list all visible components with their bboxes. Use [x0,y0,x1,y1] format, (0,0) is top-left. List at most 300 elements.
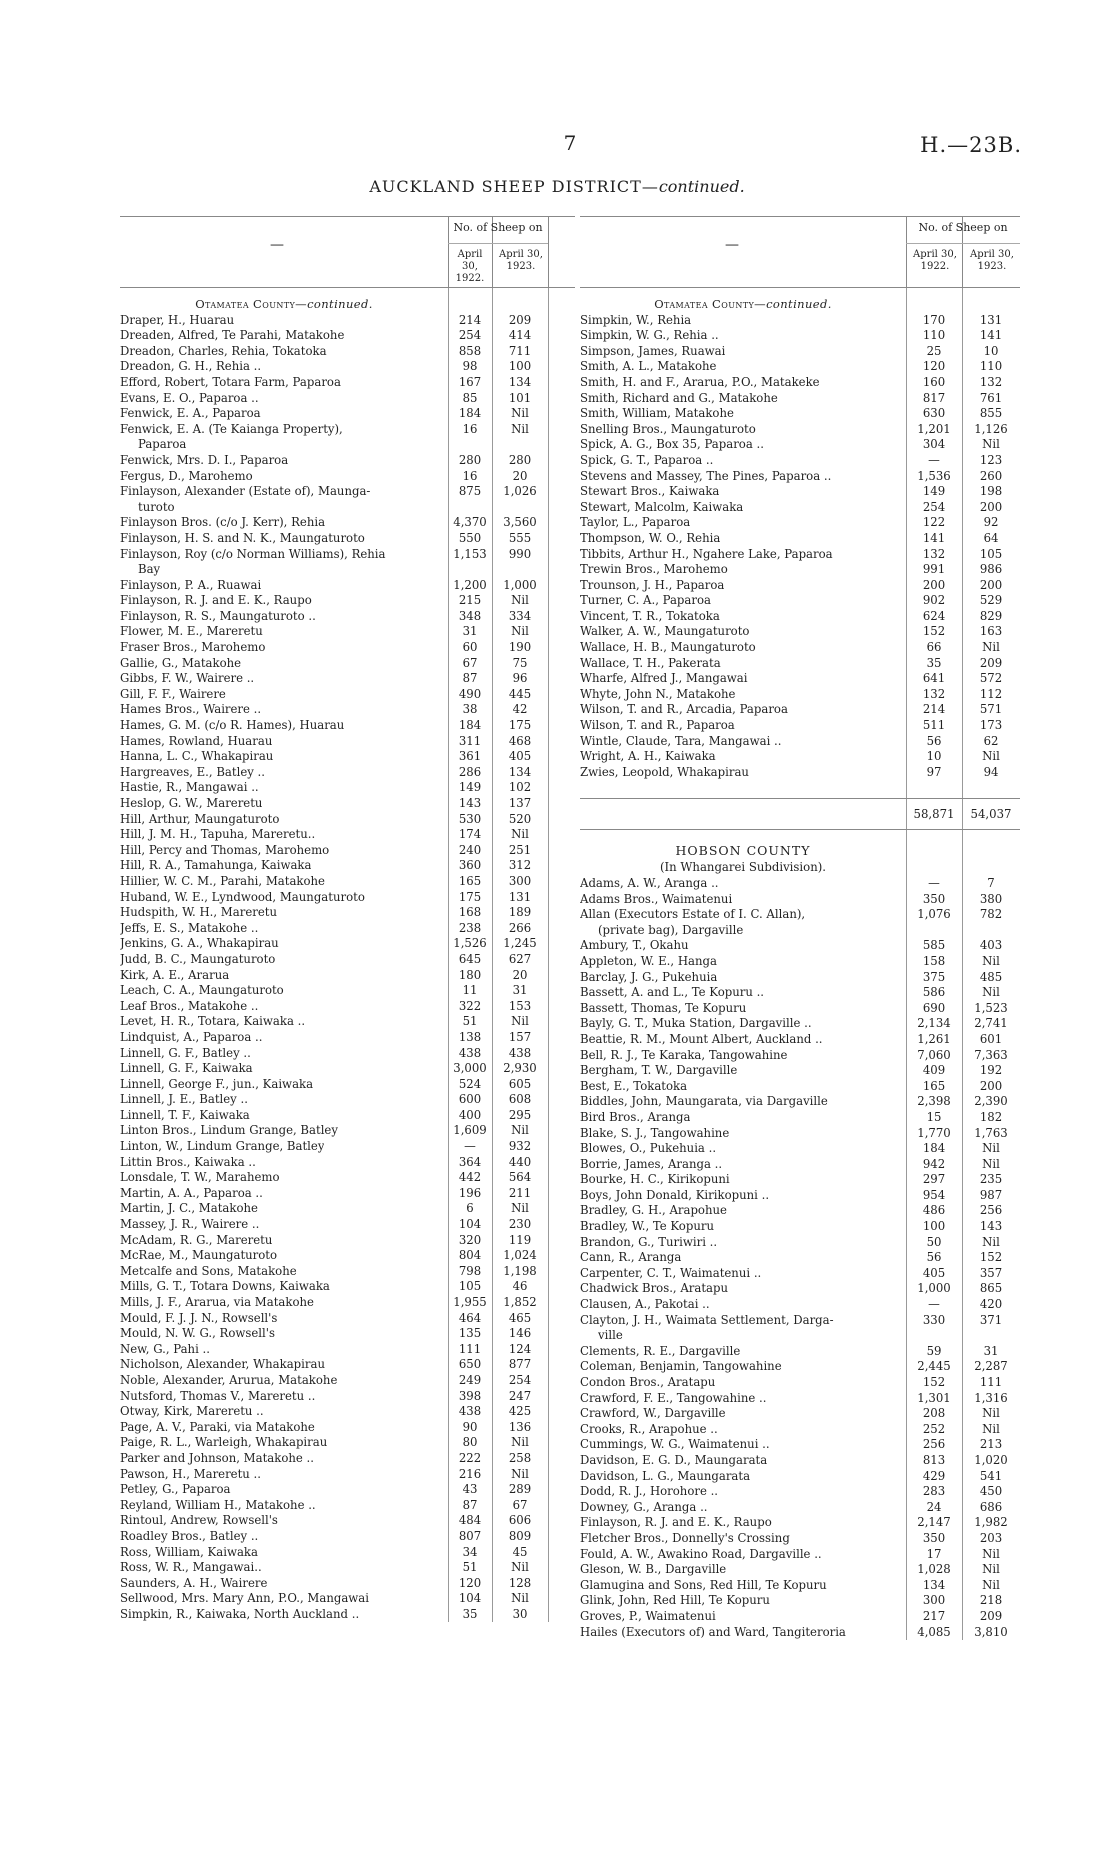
holder-name: Petley, G., Paparoa [120,1482,231,1497]
sheep-count-1922: 630 [922,406,946,421]
sheep-count-1923: 192 [979,1063,1003,1078]
sheep-count-1923: 211 [508,1185,532,1200]
section-heading [580,297,906,313]
sheep-count-1922: 486 [922,1203,946,1218]
holder-name: Spick, A. G., Box 35, Paparoa .. [580,437,764,452]
sheep-count-1922: 511 [922,718,946,733]
holder-name: Evans, E. O., Paparoa .. [120,390,259,405]
holder-name: Linnell, J. E., Batley .. [120,1092,248,1107]
sheep-count-1922: 641 [922,671,946,686]
sheep-count-1923: 31 [983,1343,999,1358]
table-row [120,1046,575,1062]
table-row [120,547,575,563]
sheep-count-1923: 932 [508,1139,532,1154]
sheep-count-1922: 34 [462,1544,478,1559]
table-row [120,734,575,750]
sheep-count-1922: 300 [922,1593,946,1608]
table-row [120,812,575,828]
table-row [120,843,575,859]
holder-name: Bassett, Thomas, Te Kopuru [580,1000,747,1015]
holder-name: Brandon, G., Turiwiri .. [580,1234,718,1249]
holder-name: Bassett, A. and L., Te Kopuru .. [580,985,765,1000]
holder-name: Simpson, James, Ruawai [580,343,726,358]
holder-name: Dreadon, Charles, Rehia, Tokatoka [120,343,327,358]
holder-name: Bourke, H. C., Kirikopuni [580,1172,730,1187]
sheep-count-1923: 465 [508,1310,532,1325]
sheep-count-1922: 104 [458,1591,482,1606]
holder-name: Trounson, J. H., Paparoa [580,577,725,592]
sheep-count-1922: 98 [462,359,478,374]
sheep-count-1923: 251 [508,842,532,857]
sheep-count-1923: 254 [508,1372,532,1387]
sheep-count-1922: 254 [458,328,482,343]
sheep-count-1922: 256 [922,1437,946,1452]
table-row-continuation [580,1328,1020,1344]
sheep-count-1923: 686 [979,1499,1003,1514]
holder-name: Pawson, H., Mareretu .. [120,1466,261,1481]
otamatea-total-row [580,798,1020,830]
holder-name: Efford, Robert, Totara Farm, Paparoa [120,374,341,389]
holder-name: ville [598,1328,623,1343]
holder-name: Biddles, John, Maungarata, via Dargaville [580,1094,828,1109]
sheep-count-1922: 35 [462,1606,478,1621]
table-row [120,1373,575,1389]
sheep-count-1923: 10 [983,343,999,358]
sheep-count-1922: 645 [458,951,482,966]
table-row [580,1079,1020,1095]
sheep-count-1922: 490 [458,686,482,701]
holder-name: Rintoul, Andrew, Rowsell's [120,1513,278,1528]
table-row [120,968,575,984]
sheep-count-1923: Nil [982,1406,1000,1421]
sheep-count-1922: 43 [462,1482,478,1497]
sheep-count-1922: 322 [458,998,482,1013]
left-table-body [120,288,575,1622]
holder-name: Clements, R. E., Dargaville [580,1343,741,1358]
sheep-count-1922: 160 [922,374,946,389]
section-heading-text: Otamatea County— [654,297,767,311]
holder-name: Finlayson, H. S. and N. K., Maungaturoto [120,530,365,545]
sheep-count-1922: 168 [458,905,482,920]
sheep-count-1923: 30 [512,1606,528,1621]
sheep-count-1923: 209 [979,655,1003,670]
holder-name: Fergus, D., Marohemo [120,468,253,483]
table-row [120,453,575,469]
table-row [120,1311,575,1327]
table-row [120,313,575,329]
sheep-count-1922: 954 [922,1187,946,1202]
sheep-count-1922: 798 [458,1263,482,1278]
sheep-count-1923: Nil [982,1234,1000,1249]
sheep-count-1923: 606 [508,1513,532,1528]
total-1922: 58,871 [913,807,955,822]
holder-name: Heslop, G. W., Mareretu [120,796,263,810]
table-row [120,1155,575,1171]
table-row [120,718,575,734]
sheep-count-1922: 240 [458,842,482,857]
sheep-count-1922: 17 [926,1546,942,1561]
sheep-count-1923: 855 [979,406,1003,421]
holder-name: Stewart Bros., Kaiwaka [580,484,720,499]
holder-name: Linton Bros., Lindum Grange, Batley [120,1123,338,1138]
sheep-count-1922: 400 [458,1107,482,1122]
table-row [120,858,575,874]
table-row [580,1110,1020,1126]
sheep-count-1922: 2,147 [917,1515,951,1530]
holder-name: Mills, J. F., Ararua, via Matakohe [120,1295,314,1309]
holder-name: Hailes (Executors of) and Ward, Tangiteroria [580,1624,846,1639]
sheep-count-1923: 189 [508,905,532,920]
holder-name: Cummings, W. G., Waimatenui .. [580,1437,770,1452]
holder-name: Leach, C. A., Maungaturoto [120,983,284,998]
sheep-count-1923: 190 [508,640,532,655]
sheep-count-1923: 627 [508,951,532,966]
sheep-count-1923: 92 [983,515,999,530]
sheep-count-1922: 361 [458,749,482,764]
table-row [580,1391,1020,1407]
table-row [120,1404,575,1420]
holder-name: Judd, B. C., Maungaturoto [120,951,276,966]
sheep-count-1923: Nil [511,406,529,421]
holder-name: Wallace, H. B., Maungaturoto [580,640,756,655]
sheep-count-1923: 7,363 [974,1047,1008,1062]
holder-name: Bird Bros., Aranga [580,1109,691,1124]
sheep-count-1922: 1,000 [917,1281,951,1296]
sheep-count-1923: 414 [508,328,532,343]
sheep-count-1923: 209 [979,1608,1003,1623]
sheep-count-1923: Nil [982,1577,1000,1592]
sheep-count-1922: 254 [922,499,946,514]
sheep-count-1922: 208 [922,1406,946,1421]
sheep-count-1923: 213 [979,1437,1003,1452]
sheep-count-1922: 16 [462,468,478,483]
holder-name: Best, E., Tokatoka [580,1078,688,1093]
sheep-count-1923: 100 [508,359,532,374]
table-row [580,718,1020,734]
sheep-count-1923: 1,000 [503,577,537,592]
holder-name: Barclay, J. G., Pukehuia [580,969,718,984]
holder-name: Linnell, George F., jun., Kaiwaka [120,1076,314,1091]
sheep-count-1922: 66 [926,640,942,655]
sheep-count-1922: 141 [922,530,946,545]
sheep-count-1923: 20 [512,967,528,982]
table-row [580,1359,1020,1375]
sheep-count-1922: 152 [922,1375,946,1389]
holder-name: Mills, G. T., Totara Downs, Kaiwaka [120,1279,330,1294]
holder-name: Hames Bros., Wairere .. [120,702,262,717]
table-row [120,515,575,531]
holder-name: Dreaden, Alfred, Te Parahi, Matakohe [120,328,345,343]
sheep-count-1923: Nil [982,953,1000,968]
table-row [580,1625,1020,1641]
table-row [120,1357,575,1373]
sheep-count-1923: Nil [511,1435,529,1450]
table-row [120,1451,575,1467]
table-row-continuation [120,562,575,578]
holder-name: Nicholson, Alexander, Whakapirau [120,1357,325,1372]
sheep-count-1922: 600 [458,1092,482,1107]
table-row [120,484,575,500]
section-heading-continued: continued. [766,297,832,311]
holder-name: Linnell, G. F., Batley .. [120,1045,251,1060]
table-row [580,1266,1020,1282]
sheep-count-1922: — [928,452,940,467]
table-row [120,1295,575,1311]
table-row [120,469,575,485]
holder-name: Downey, G., Aranga .. [580,1499,708,1514]
sheep-count-1922: 15 [926,1109,942,1124]
table-row [580,1406,1020,1422]
table-row [580,344,1020,360]
holder-name: Beattie, R. M., Mount Albert, Auckland .. [580,1031,823,1046]
sheep-count-1923: 94 [983,764,999,779]
table-row [120,593,575,609]
right-table-body [580,288,1020,1640]
sheep-count-1922: 214 [922,702,946,717]
holder-name: Otway, Kirk, Mareretu .. [120,1404,264,1419]
holder-name: Nutsford, Thomas V., Mareretu .. [120,1388,316,1403]
holder-name: Blake, S. J., Tangowahine [580,1125,730,1140]
sheep-count-1922: 143 [458,796,482,810]
table-row [120,1139,575,1155]
sheep-count-1922: 134 [922,1577,946,1592]
holder-name: Fletcher Bros., Donnelly's Crossing [580,1530,790,1545]
sheep-count-1922: 350 [922,1530,946,1545]
sheep-count-1923: 67 [512,1497,528,1512]
holder-name: Coleman, Benjamin, Tangowahine [580,1359,782,1374]
table-row [120,921,575,937]
table-row [580,765,1020,781]
sheep-count-1922: 24 [926,1499,942,1514]
holder-name: Ross, William, Kaiwaka [120,1544,258,1559]
sheep-count-1922: 991 [922,562,946,577]
sheep-count-1923: 571 [979,702,1003,717]
sheep-count-1922: 56 [926,1250,942,1265]
table-row [120,1264,575,1280]
table-row [120,936,575,952]
sheep-count-1922: 283 [922,1484,946,1499]
sheep-count-1922: 85 [462,390,478,405]
table-row [120,952,575,968]
sheep-count-1923: 2,390 [974,1094,1008,1109]
table-row [580,970,1020,986]
holder-name: Wharfe, Alfred J., Mangawai [580,671,748,686]
sheep-count-1923: 520 [508,811,532,826]
sheep-count-1923: 1,020 [974,1452,1008,1467]
holder-name: Smith, William, Matakohe [580,406,734,421]
table-row [580,453,1020,469]
holder-name: Kirk, A. E., Ararua [120,967,230,982]
table-row [580,500,1020,516]
table-row [580,1562,1020,1578]
holder-name: Zwies, Leopold, Whakapirau [580,764,749,779]
holder-name: Thompson, W. O., Rehia [580,530,721,545]
sheep-count-1923: 450 [979,1484,1003,1499]
holder-name: Draper, H., Huarau [120,312,235,327]
sheep-count-1923: 420 [979,1297,1003,1312]
sheep-count-1923: 2,930 [503,1061,537,1076]
holder-name: Mould, N. W. G., Rowsell's [120,1326,275,1341]
table-row [120,1326,575,1342]
sheep-count-1922: 104 [458,1217,482,1232]
sheep-count-1923: 45 [512,1544,528,1559]
sheep-count-1923: 405 [508,749,532,764]
sheep-count-1923: 112 [979,686,1003,701]
sheep-count-1923: 425 [508,1404,532,1419]
sheep-count-1922: 624 [922,608,946,623]
table-row [120,687,575,703]
sheep-count-1923: Nil [982,640,1000,655]
sheep-count-1922: 1,301 [917,1390,951,1405]
holder-name: Groves, P., Waimatenui [580,1608,716,1623]
sheep-count-1923: Nil [982,749,1000,764]
sheep-count-1922: 1,536 [917,468,951,483]
sheep-count-1922: 152 [922,624,946,639]
holder-name: Wallace, T. H., Pakerata [580,655,721,670]
sheep-count-1922: 817 [922,390,946,405]
holder-name: (private bag), Dargaville [598,922,744,937]
holder-name: Gill, F. F., Wairere [120,686,226,701]
table-row [580,734,1020,750]
table-row [580,1422,1020,1438]
sheep-count-1922: 4,370 [453,515,487,530]
holder-name: Linton, W., Lindum Grange, Batley [120,1139,325,1154]
table-row [580,1281,1020,1297]
sheep-count-1922: 320 [458,1232,482,1247]
right-column [580,216,1020,1640]
table-row [120,1498,575,1514]
sheep-count-1922: 217 [922,1608,946,1623]
sheep-count-1923: 134 [508,374,532,389]
sheep-count-1922: 184 [458,718,482,733]
sheep-count-1922: 60 [462,640,478,655]
sheep-count-1922: 180 [458,967,482,982]
table-row [580,1453,1020,1469]
sheep-count-1922: 530 [458,811,482,826]
header-group-label: No. of Sheep on [453,221,543,234]
sheep-count-1922: 11 [462,983,478,998]
sheep-count-1923: 2,287 [974,1359,1008,1374]
sheep-count-1922: 438 [458,1045,482,1060]
sheep-count-1923: 371 [979,1312,1003,1327]
table-row [120,1467,575,1483]
table-row [120,578,575,594]
sheep-count-1923: 485 [979,969,1003,984]
sheep-count-1923: 300 [508,873,532,888]
sheep-count-1923: 198 [979,484,1003,499]
table-row [120,1420,575,1436]
table-row [580,1063,1020,1079]
header-col-1922: April 30, 1922. [455,249,485,284]
holder-name: Davidson, L. G., Maungarata [580,1468,751,1483]
sheep-count-1922: 132 [922,686,946,701]
sheep-count-1923: 266 [508,920,532,935]
holder-name: Bay [138,562,161,577]
table-row [120,1279,575,1295]
holder-name: Crawford, F. E., Tangowahine .. [580,1390,767,1405]
holder-name: Leaf Bros., Matakohe .. [120,998,259,1013]
table-row [120,344,575,360]
sheep-count-1923: 605 [508,1076,532,1091]
sheep-count-1922: 364 [458,1154,482,1169]
holder-name: Finlayson, R. S., Maungaturoto .. [120,608,316,623]
table-row [580,359,1020,375]
sheep-count-1923: 143 [979,1219,1003,1234]
holder-name: Adams, A. W., Aranga .. [580,876,719,890]
sheep-count-1922: 158 [922,953,946,968]
sheep-count-1922: 87 [462,1497,478,1512]
sheep-count-1922: 550 [458,530,482,545]
holder-name: Metcalfe and Sons, Matakohe [120,1263,297,1278]
table-row [580,1297,1020,1313]
holder-name: Hill, J. M. H., Tapuha, Mareretu.. [120,827,316,842]
sheep-count-1922: 304 [922,437,946,452]
table-row [120,905,575,921]
sheep-count-1922: 1,153 [453,546,487,561]
table-row [580,702,1020,718]
table-row [580,624,1020,640]
table-row [580,1547,1020,1563]
sheep-count-1923: 1,024 [503,1248,537,1263]
sheep-count-1922: 175 [458,889,482,904]
sheep-count-1923: 101 [508,390,532,405]
sheep-count-1922: 586 [922,985,946,1000]
table-row [580,1141,1020,1157]
sheep-count-1923: 445 [508,686,532,701]
holder-name: Martin, A. A., Paparoa .. [120,1185,263,1200]
sheep-count-1923: 1,982 [974,1515,1008,1530]
table-row [580,1500,1020,1516]
holder-name: New, G., Pahi .. [120,1341,210,1356]
table-row [120,656,575,672]
sheep-count-1922: 1,770 [917,1125,951,1140]
holder-name: Smith, Richard and G., Matakohe [580,390,778,405]
sheep-count-1922: 585 [922,938,946,953]
holder-name: Gallie, G., Matakohe [120,655,242,670]
holder-name: Hudspith, W. H., Mareretu [120,905,277,920]
table-row [580,1593,1020,1609]
sheep-count-1922: 252 [922,1421,946,1436]
table-row [120,1435,575,1451]
sheep-count-1922: 249 [458,1372,482,1387]
sheep-count-1922: 902 [922,593,946,608]
holder-name: Jenkins, G. A., Whakapirau [120,936,279,951]
sheep-count-1922: 31 [462,624,478,639]
sheep-count-1922: 105 [458,1279,482,1294]
table-row [120,406,575,422]
table-row [120,609,575,625]
table-row [580,938,1020,954]
holder-name: Mould, F. J. J. N., Rowsell's [120,1310,278,1325]
table-row [120,1560,575,1576]
holder-name: Fenwick, Mrs. D. I., Paparoa [120,452,289,467]
holder-name: Page, A. V., Paraki, via Matakohe [120,1419,315,1434]
sheep-count-1922: 348 [458,608,482,623]
holder-name: Fould, A. W., Awakino Road, Dargaville .. [580,1546,822,1561]
sheep-count-1923: 128 [508,1575,532,1590]
sheep-count-1923: 260 [979,468,1003,483]
table-row [120,391,575,407]
sheep-count-1922: 942 [922,1156,946,1171]
table-row [120,780,575,796]
holder-name: Lindquist, A., Paparoa .. [120,1029,263,1044]
holder-name: Trewin Bros., Marohemo [580,562,728,577]
table-row [120,1233,575,1249]
page-title-continued: continued. [658,177,745,196]
table-row [580,687,1020,703]
sheep-count-1922: 1,955 [453,1295,487,1309]
sheep-count-1922: 1,200 [453,577,487,592]
